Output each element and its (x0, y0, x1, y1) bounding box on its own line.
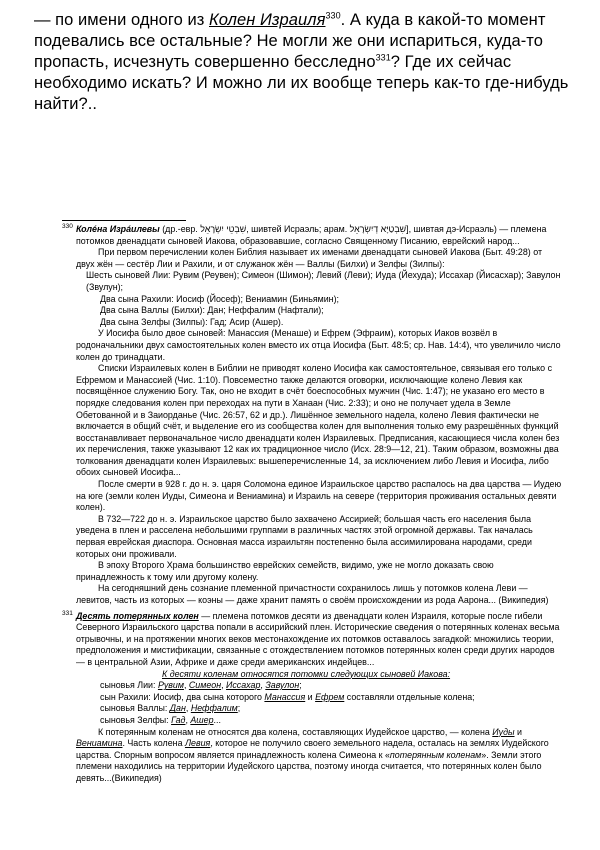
name-link[interactable]: Гад (171, 714, 186, 725)
footnote-number: 331 (62, 609, 73, 617)
name-link[interactable]: Рувим (157, 680, 184, 691)
main-line-2: подевались все остальные? Не могли же они испариться, куда-то (34, 32, 543, 50)
footnotes (62, 224, 562, 785)
footnote-330 (62, 224, 562, 607)
footnote-intro: Колéна Изрáилевы (др.-евр. ‏שִׁבְטֵי יִשְׂרָאֵל‏, шивтей Исраэль; арам. ‏שִׁבְטַיָּא דְיִשְׂרָאֵל‏], шивтая дэ-Исраэль) — племена потомков двенадцати сыновей Иакова, образовавшие, согласно Священному Писанию, еврейский народ... (76, 224, 547, 246)
footnote-paragraph: При первом перечислении колен Библия называет их именами двенадцати сыновей Иакова (Быт. 49:28) от двух жён — сестёр Лии и Рахили, и от служанок жён — Валлы (Билхи) и Зелфы (Зилпы): (76, 247, 543, 269)
emphasis: потерянным коленам (389, 749, 482, 760)
tribes-of-israel-link[interactable]: Колен Израиля (209, 11, 326, 29)
name-link[interactable]: Ашер (190, 714, 214, 725)
sons-of-leah: сыновья Лии: Рувим, Симеон, Иссахар, Завулон; (100, 680, 302, 691)
name-link[interactable]: Манассия (264, 691, 306, 702)
footnote-paragraph: У Иосифа было двое сыновей: Манассия (Менаше) и Ефрем (Эфраим), которых Иаков возвёл в родоначальники двух самостоятельных колен вместо их отца Иосифа (Быт. 48:5; ср. Нав. 14:4), что увеличило число колен до тринадцати. (76, 328, 561, 362)
footnote-ref-330[interactable]: 330 (325, 10, 341, 21)
name-link[interactable]: Иуды (492, 726, 515, 737)
footnote-number: 330 (62, 223, 73, 230)
footnote-paragraph: Шесть сыновей Лии: Рувим (Реувен); Симеон (Шимон); Левий (Леви); Иуда (Йехуда); Иссахар (Йисасхар); Завулон (Звулун); (86, 270, 561, 292)
name-link[interactable]: Завулон (265, 680, 300, 691)
main-text (34, 10, 586, 115)
footnote-paragraph: В 732—722 до н. э. Израильское царство было захвачено Ассирией; большая часть его населения была уведена в плен и расселена небольшими группами в различных частях этой огромной державы. Так началась первая еврейская диаспора. Основная масса израильтян постепенно была ассимилирована народами, среди которых они проживали. (76, 513, 533, 559)
name-link[interactable]: Ефрем (315, 691, 345, 702)
footnote-paragraph: После смерти в 928 г. до н. э. царя Соломона единое Израильское царство распалось на два царства — Иудею на юге (земли колен Иуды, Симеона и Вениамина) и Израиль на севере (территория проживания остальных девяти колен). (76, 479, 562, 513)
footnote-title: Десять потерянных колен (76, 610, 199, 621)
footnote-paragraph: На сегодняшний день сознание племенной причастности сохранилось лишь у потомков колена Леви — левитов, часть из которых — коэны — даже хранит память о своём происхождении из рода Аарона... (Википедия) (76, 583, 549, 605)
footnote-paragraph: Два сына Валлы (Билхи): Дан; Неффалим (Нафтали); (100, 305, 324, 316)
name-link[interactable]: Левия (184, 738, 211, 749)
footnote-paragraph: К потерянным коленам не относятся два колена, составляющих Иудейское царство, — колена Иуды и Вениамина. Часть колена Левия, которое не получило своего земельного надела, осталась на землях Иудейского царства. Спорным вопросом является принадлежность колена Симеона к «потерянным коленам». Земли этого племени находились на территории Иудейского царства, поэтому иногда считается, что потерянных колен было девять...(Википедия) (76, 726, 549, 783)
footnote-paragraph: Два сына Рахили: Иосиф (Йосеф); Вениамин (Биньямин); (100, 293, 340, 304)
main-line-3: пропасть, исчезнуть совершенно бесследно$^{331}$? Где их сейчас (34, 52, 512, 71)
name-link[interactable]: Симеон (188, 680, 222, 691)
main-line-1: — по имени одного из Колен Израиля$^{330}$. А куда в какой-то момент (34, 10, 546, 29)
name-link[interactable]: Вениамина (76, 738, 123, 749)
sons-of-bilhah: сыновья Валлы: Дан, Неффалим; (100, 703, 241, 714)
footnote-331 (62, 611, 562, 785)
son-of-rachel: сын Рахили: Иосиф, два сына которого Манассия и Ефрем составляли отдельные колена; (100, 691, 475, 702)
footnote-paragraph: В эпоху Второго Храма большинство еврейских семейств, видимо, уже не могло доказать свою принадлежность к тому или другому колену. (76, 560, 494, 582)
footnote-paragraph: Списки Израилевых колен в Библии не приводят колено Иосифа как самостоятельное, связывая его только с Ефремом и Манассией (Чис. 1:10). Повсеместно также делаются оговорки, исключающие колено Левия как посвящённое служению Богу. Так, оно не входит в счёт боеспособных мужчин (Чис. 1:47); не указано его место в порядке следования колен при переходах на пути в Ханаан (Чис. 2:33); и оно не получает удела в Земле Обетованной и в Заиорданье (Чис. 26:57, 62 и др.). Лишённое земельного надела, колено Левия фактически не включается в общий счёт, и выделение его из сообщества колен для выполнения только ему разрешённых функций восстанавливает первоначальное число двенадцати колен Израилевых. Предписания, касающиеся числа колен без их перечисления, также указывают 12 как их традиционное число (Исх. 28:9—12, 21). Таким образом, возможны два толкования двенадцати колен Израилевых: вышеперечисленные 14, за исключением либо Левия и Иосифа, либо обоих сыновей Иосифа... (76, 363, 560, 478)
footnote-subheading: К десяти коленам относятся потомки следующих сыновей Иакова: (162, 668, 451, 679)
name-link[interactable]: Иссахар (226, 680, 261, 691)
main-line-4: необходимо искать? И можно ли их вообще теперь как-то где-нибудь (34, 74, 569, 92)
name-link[interactable]: Дан (169, 703, 186, 714)
main-line-5: найти?.. (34, 95, 98, 113)
footnote-separator (62, 220, 186, 221)
footnote-intro: Десять потерянных колен — племена потомков десяти из двенадцати колен Израиля, которые после гибели Северного Израильского царства попали в ассирийский плен. Исторические сведения о потерянных коленах весьма отрывочны, и на протяжении многих веков местонахождение их потомков оставалось загадкой: множились теории, предположения и мистификации, связанные с отождествлением потомков потерянных колен среди других народов — в центральной Азии, Африке и даже среди американских индейцев... (76, 610, 560, 667)
name-link[interactable]: Неффалим (190, 703, 238, 714)
footnote-paragraph: Два сына Зелфы (Зилпы): Гад; Асир (Ашер). (100, 316, 284, 327)
footnote-title: Колéна Изрáилевы (76, 224, 160, 234)
footnote-ref-331[interactable]: 331 (375, 52, 391, 63)
sons-of-zilpah: сыновья Зелфы: Гад, Ашер... (100, 714, 221, 725)
